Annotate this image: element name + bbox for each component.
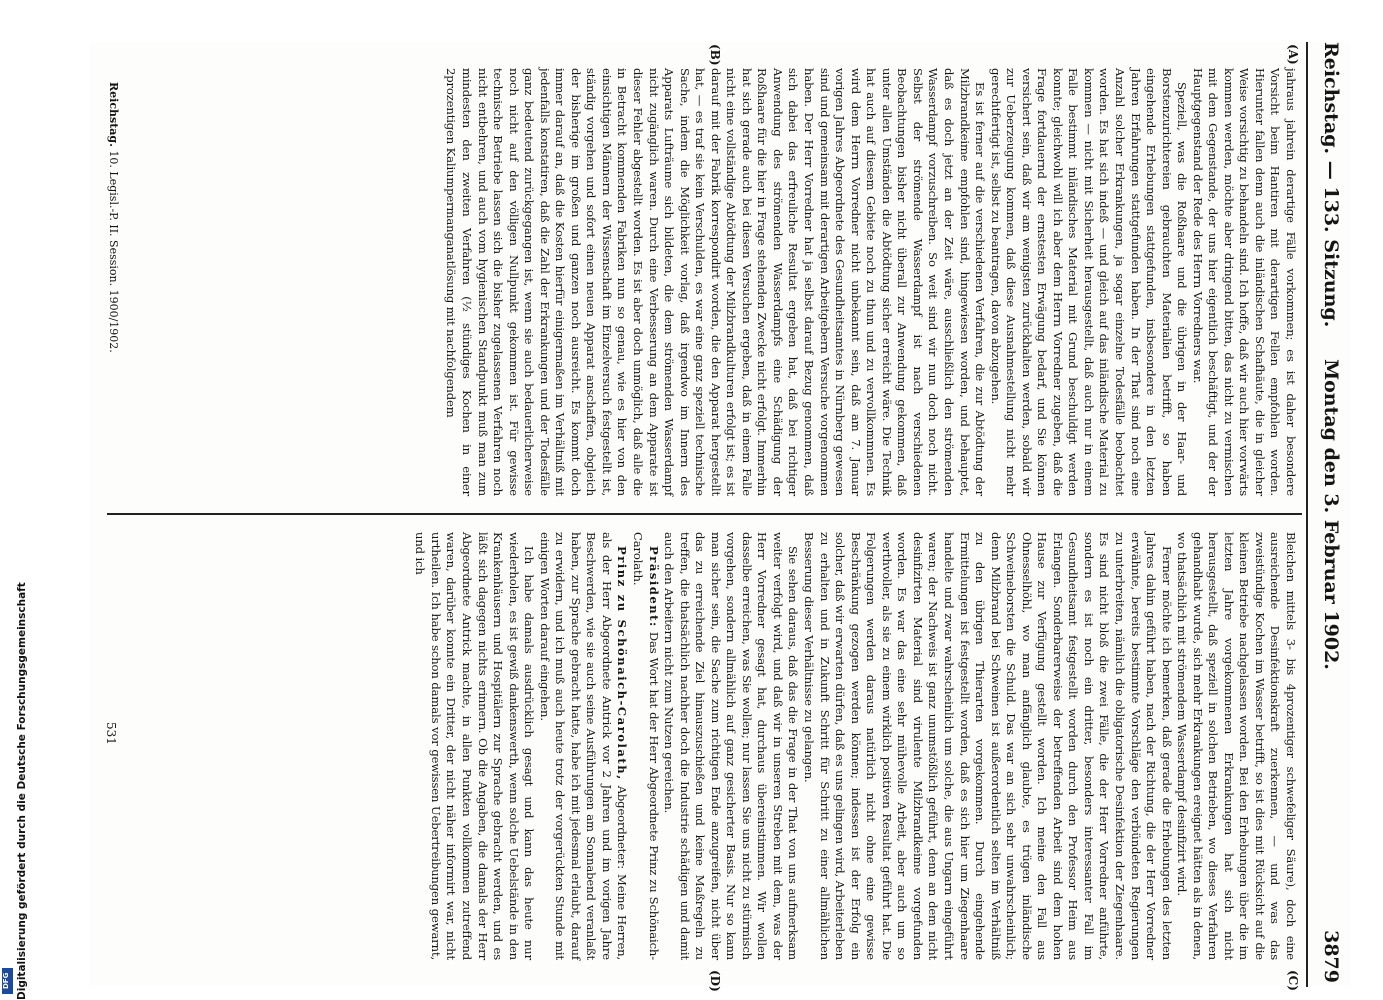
paragraph: Sie sehen daraus, daß das die Frage in der That von uns aufmerksam weiter verfolgt wird, und daß wir in unseren Streben mit dem, was der Herr Vorredner gesagt hat, durchaus übereinstimmen. Wir wollen dasselbe erreichen, was Sie wollen; nur lassen Sie uns nicht zu stürmisch vorgehen, sondern allmählich auf ganz gesicherter Basis. Nur so kann man sicher sein, die Sache zum richtigen Ende anzugreifen, nicht über das zu erreichende Ziel hinauszuschießen und keine Maßregeln zu treffen, die thatsächlich nachher doch die Industrie schädigen und damit auch den Arbeitern nicht zum Nutzen gereichen. (662, 532, 801, 960)
right-column (412, 532, 1298, 960)
paragraph: Es ist ferner auf die verschiedenen Verfahren, die zur Abtödtung der Milzbrandkeime empfohlen sind, hingewiesen worden, und behauptet, daß es doch jetzt an der Zeit wäre, ausschließlich den strömenden Wasserdampf vorzuschreiben. So weit sind wir nun doch noch nicht. Selbst der strömende Wasserdampf ist nach verschiedenen Beobachtungen bisher nicht überall zur Anwendung gekommen, daß unter allen Umständen die Abtödtung sicher erreicht wäre. Die Technik hat auch auf diesem Gebiete noch zu thun und zu vervollkommnen. Es wird dem Herrn Vorredner nicht unbekannt sein, daß am 7. Januar vorigen Jahres Abgeordnete des Gesundheitsamtes in Nürnberg gewesen sind und gemeinsam mit derartigen Arbeitgebern Versuche vorgenommen haben. Der Herr Vorredner hat ja selbst darauf Bezug genommen, daß sich dabei das erfreuliche Resultat ergeben hat, daß bei richtiger Anwendung des strömenden Wasserdampfs eine Schädigung der Roßhaare für die hier in Frage stehenden Zwecke nicht erfolgt. Immerhin hat sich gerade auch bei diesen Versuchen ergeben, daß in einem Falle nicht eine vollständige Abtödtung der Milzbrandkulturen erfolgt ist; es ist darauf mit der Fabrik korrespondirt worden, die den Apparat hergestellt hat, — es traf sie kein Verschulden, es war eine ganz speziell technische Sache, indem die Möglichkeit vorlag, daß irgendwo im Innern des Apparats Lufträume sich bildeten, die dem strömenden Wasserdampf nicht zugänglich waren. Durch eine Verbesserung an dem Apparate ist dieser Fehler abgestellt worden. Es ist aber doch unmöglich, daß alle die in Betracht kommenden Fabriken nun so genau, wie es hier von den einsichtigen Männern der Wissenschaft im Einzelversuch festgestellt ist, ständig vorgehen und sofort einen neuen Apparat anschaffen, obgleich der bisherige im großen und ganzen noch ausreicht. Es kommt doch immer darauf an, daß die Kosten hierfür einigermaßen im Verhältniß mit jedenfalls konstatiren, daß die Zahl der Erkrankungen und der Todesfälle ganz bedeutend zurückgegangen ist, wenn sie auch bedauerlicherweise noch nicht auf den völligen Nullpunkt gekommen ist. Für gewisse technische Betriebe lassen sich die bisher zugelassenen Verfahren noch nicht entbehren, und auch vom hygienischen Standpunkt muß man zum mindesten den zweiten Verfahren (½ stündiges Kochen in einer 2prozentigen Kaliumpermanganatlösung mit nachfolgendem (444, 68, 988, 496)
header-page-number: 3879 (1320, 930, 1342, 983)
paragraph-prince-speech: Prinz zu Schönaich-Carolath, Abgeordneter: Meine Herren, als der Herr Abgeordnete Antrick vor 2 Jahren und im vorigen Jahre Beschwerden, wie sie auch seine Ausführungen am Sonnabend veranlaßt haben, zur Sprache gebracht hatte, habe ich mit jedesmal erlaubt, darauf zu erwidern, und ich muß auch heute trotz der vorgerückten Stunde mit einigen Worten darauf eingehen. (537, 532, 630, 961)
footer-page-number: 531 (104, 722, 118, 745)
speaker-name: Prinz zu Schönaich-Carolath, (615, 546, 630, 781)
left-column (443, 68, 1298, 496)
paragraph: Bleichen mittels 3- bis 4prozentiger schwefeliger Säure), doch eine ausreichende Desinfektionskraft zuerkennen, — und was das zweistündige Kochen im Wasser betrifft, so ist dies mit Rücksicht auf die kleinen Betriebe nachgelassen worden. Bei den Erhebungen über die im letzten Jahre vorgekommenen Erkrankungen hat sich nicht herausgestellt, daß speziell in solchen Betrieben, wo dieses Verfahren gehandhabt wurde, sich mehr Erkrankungen ereignet hätten als in denen, wo thatsächlich mit strömendem Wasserdampf desinfizirt wird. (1175, 532, 1298, 960)
header-date: Montag den 3. Februar 1902. (1320, 359, 1342, 670)
margin-marker-c: (C) (1286, 970, 1300, 991)
page-header (1310, 42, 1350, 987)
rotated-page (90, 42, 1350, 992)
paragraph: Ich habe damals ausdrücklich gesagt und kann das heute nur wiederholen, es ist gewiß dankenswerth, wenn solche Uebelstände in den Krankenhäusern und Hospitälern zur Sprache gebracht werden, und es läßt sich dagegen nichts erinnern. Ob die Angaben, die damals der Herr Abgeordnete Antrick machte, in allen Punkten vollkommen zutreffend waren, darüber konnte ein Dritter, der nicht näher informirt war, nicht urtheilen. Ich habe schon damals vor gewissen Uebertreibungen gewarnt, und ich (413, 532, 537, 960)
dfg-logo: DFG (2, 968, 13, 994)
paragraph-president: Präsident: Das Wort hat der Herr Abgeordnete Prinz zu Schönaich-Carolath. (631, 532, 661, 960)
paragraph: Speziell, was die Roßhaare und die übrigen in der Haar- und Borstenzurichtereien gebrauchten Materialien betrifft, so haben eingehende Erhebungen stattgefunden, insbesondere in den letzten Jahren Erfahrungen stattgefunden haben. In der That sind noch eine Anzahl solcher Erkrankungen, ja sogar einzelne Todesfälle beobachtet worden. Es hat sich indeß — und gleich auf das inländische Material zu kommen — nicht mit Sicherheit herausgestellt, daß auch nur in einem Falle bestimmt inländisches Material mit Grund beschuldigt werden konnte; gleichwohl will ich aber dem Herrn Vorredner zugeben, daß die Frage fortdauernd der ernstesten Erwägung bedarf, und Sie können versichert sein, daß wir am wenigsten zurückhalten werden, sobald wir zur Ueberzeugung kommen, daß diese Ausnahmestellung nicht mehr gerechtfertigt ist, selbst zu beantragen, davon abzugehen. (988, 68, 1190, 496)
paragraph: jahraus jahrein derartige Fälle vorkommen; es ist daher besondere Vorsicht beim Hantiren mit derartigen Fellen empfohlen worden. Hierunter fallen denn auch die inländischen Schafhäute, die in gleicher Weise vorsichtig zu behandeln sind. Ich hoffe, daß wir auch hier vorwärts kommen werden, möchte aber dringend bitten, das nicht zu vermischen mit dem Gegenstande, der uns hier eigentlich beschäftigt, und der der Hauptgegenstand der Rede des Herrn Vorredners war. (1190, 68, 1298, 496)
digitization-credit: Digitalisierung gefördert durch die Deutsche Forschungsgemeinschaft (16, 582, 28, 1000)
paragraph: Ferner möchte ich bemerken, daß gerade die Erhebungen des letzten Jahres dahin geführt haben, nach der Richtung, die der Herr Vorredner erwähnte, bereits bestimmte Vorschläge den verbündeten Regierungen zu unterbreiten, nämlich die obligatorische Desinfektion der Ziegenhaare. Es sind nicht bloß die zwei Fälle, die der Herr Vorredner anführte, sondern es ist noch ein dritter, besonders interessanter Fall im Gesundheitsamt festgestellt worden durch den Professor Heim aus Erlangen. Sonderbarerweise der betreffenden Arbeit sind dem hohen Hause zur Verfügung gestellt worden. Ich meine den Fall aus Ohnesselhöhl, wo man anfänglich glaubte, es trügen inländische Schweineborsten die Schuld. Das war an sich sehr unwahrscheinlich; denn Milzbrand bei Schweinen ist außerordentlich selten im Verhältniß zu den übrigen Thierarten vorgekommen. Durch eingehende Ermittelungen ist festgestellt worden, daß es sich hier um Ziegenhaare handelte und zwar wahrscheinlich um solche, die aus Ungarn eingeführt waren; der Nachweis ist ganz unumstößlich geführt, denn an dem nicht desinfizirten Material sind virulente Milzbrandkeime vorgefunden worden. Es war das eine sehr mühevolle Arbeit, aber auch um so werthvoller, als sie zu einem wirklich positiven Resultat geführt hat. Die Folgerungen werden daraus natürlich nicht ohne eine gewisse Beschränkung gezogen werden können; indessen ist der Erfolg ein solcher, daß wir erwarten dürfen, daß es uns gelingen wird, Arbeiterleben zu erhalten und in Zukunft Schritt für Schritt zu einer allmählichen Besserung dieser Verhältnisse zu gelangen. (802, 532, 1174, 960)
margin-marker-a: (A) (1286, 44, 1300, 65)
speaker-name: Präsident: (646, 546, 661, 628)
column-divider (107, 513, 1302, 515)
margin-marker-b: (B) (708, 44, 722, 66)
header-left: Reichstag. — 133. Sitzung. (1320, 42, 1342, 328)
header-rule (1306, 42, 1308, 987)
footer-session: 10. Legisl.-P. II. Session. 1900/1902. (107, 150, 120, 353)
margin-marker-d: (D) (708, 970, 722, 992)
footer-reichstag: Reichstag. (107, 82, 120, 147)
page-footer (107, 82, 120, 353)
